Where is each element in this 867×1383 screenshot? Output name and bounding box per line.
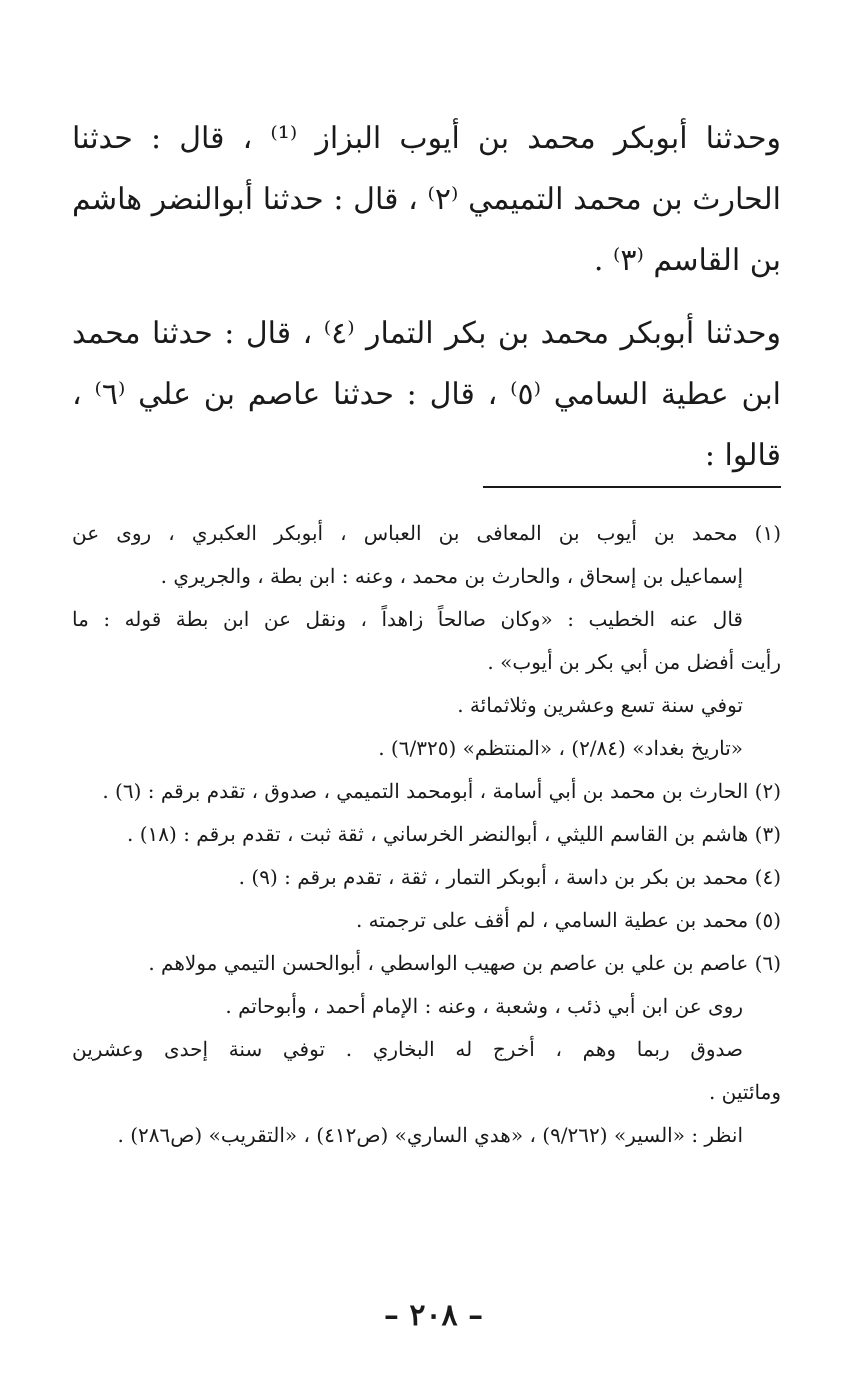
footnote-2 bbox=[72, 770, 781, 813]
footnote-line: رأيت أفضل من أبي بكر بن أيوب» . bbox=[487, 650, 781, 674]
main-text bbox=[72, 108, 781, 498]
footnote-line: «تاريخ بغداد» (٢/٨٤) ، «المنتظم» (٦/٣٢٥) . bbox=[378, 736, 743, 760]
footnote-1 bbox=[72, 512, 781, 770]
footnote-line: انظر : «السير» (٩/٢٦٢) ، «هدي الساري» (ص٤١٢) ، «التقريب» (ص٢٨٦) . bbox=[117, 1123, 743, 1147]
footnote-line: (٤) محمد بن بكر بن داسة ، أبوبكر التمار ، ثقة ، تقدم برقم : (٩) . bbox=[238, 865, 781, 889]
footnote-line: إسماعيل بن إسحاق ، والحارث بن محمد ، وعنه : ابن بطة ، والجريري . bbox=[160, 564, 743, 588]
footnote-line: (٣) هاشم بن القاسم الليثي ، أبوالنضر الخرساني ، ثقة ثبت ، تقدم برقم : (١٨) . bbox=[127, 822, 781, 846]
paragraph-2: وحدثنا أبوبكر محمد بن بكر التمار ⁽٤⁾ ، قال : حدثنا محمد ابن عطية السامي ⁽٥⁾ ، قال : حدثنا عاصم بن علي ⁽٦⁾ ، قالوا : bbox=[72, 316, 781, 473]
footnote-line: (٥) محمد بن عطية السامي ، لم أقف على ترجمته . bbox=[355, 908, 781, 932]
footnote-5 bbox=[72, 899, 781, 942]
footnote-line: قال عنه الخطيب : «وكان صالحاً زاهداً ، ونقل عن ابن بطة قوله : ما bbox=[72, 607, 743, 631]
page-number: – ٢٠٨ – bbox=[383, 1298, 484, 1333]
footnote-line: توفي سنة تسع وعشرين وثلاثمائة . bbox=[457, 693, 743, 717]
paragraph-1: وحدثنا أبوبكر محمد بن أيوب البزاز ⁽¹⁾ ، قال : حدثنا الحارث بن محمد التميمي ⁽٢⁾ ، قال : حدثنا أبوالنضر هاشم بن القاسم ⁽٣⁾ . bbox=[72, 121, 781, 278]
footnote-3 bbox=[72, 813, 781, 856]
footnote-line: (١) محمد بن أيوب بن المعافى بن العباس ، أبوبكر العكبري ، روى عن bbox=[72, 521, 781, 545]
footnote-line: روى عن ابن أبي ذئب ، وشعبة ، وعنه : الإمام أحمد ، وأبوحاتم . bbox=[225, 994, 743, 1018]
footnote-line: (٦) عاصم بن علي بن عاصم بن صهيب الواسطي ، أبوالحسن التيمي مولاهم . bbox=[148, 951, 781, 975]
footnote-6 bbox=[72, 942, 781, 1157]
footnote-4 bbox=[72, 856, 781, 899]
footnote-separator bbox=[483, 486, 781, 488]
footnotes bbox=[72, 512, 781, 1157]
footnote-line: ومائتين . bbox=[708, 1080, 781, 1104]
footnote-line: صدوق ربما وهم ، أخرج له البخاري . توفي سنة إحدى وعشرين bbox=[72, 1037, 743, 1061]
footnote-line: (٢) الحارث بن محمد بن أبي أسامة ، أبومحمد التميمي ، صدوق ، تقدم برقم : (٦) . bbox=[102, 779, 781, 803]
